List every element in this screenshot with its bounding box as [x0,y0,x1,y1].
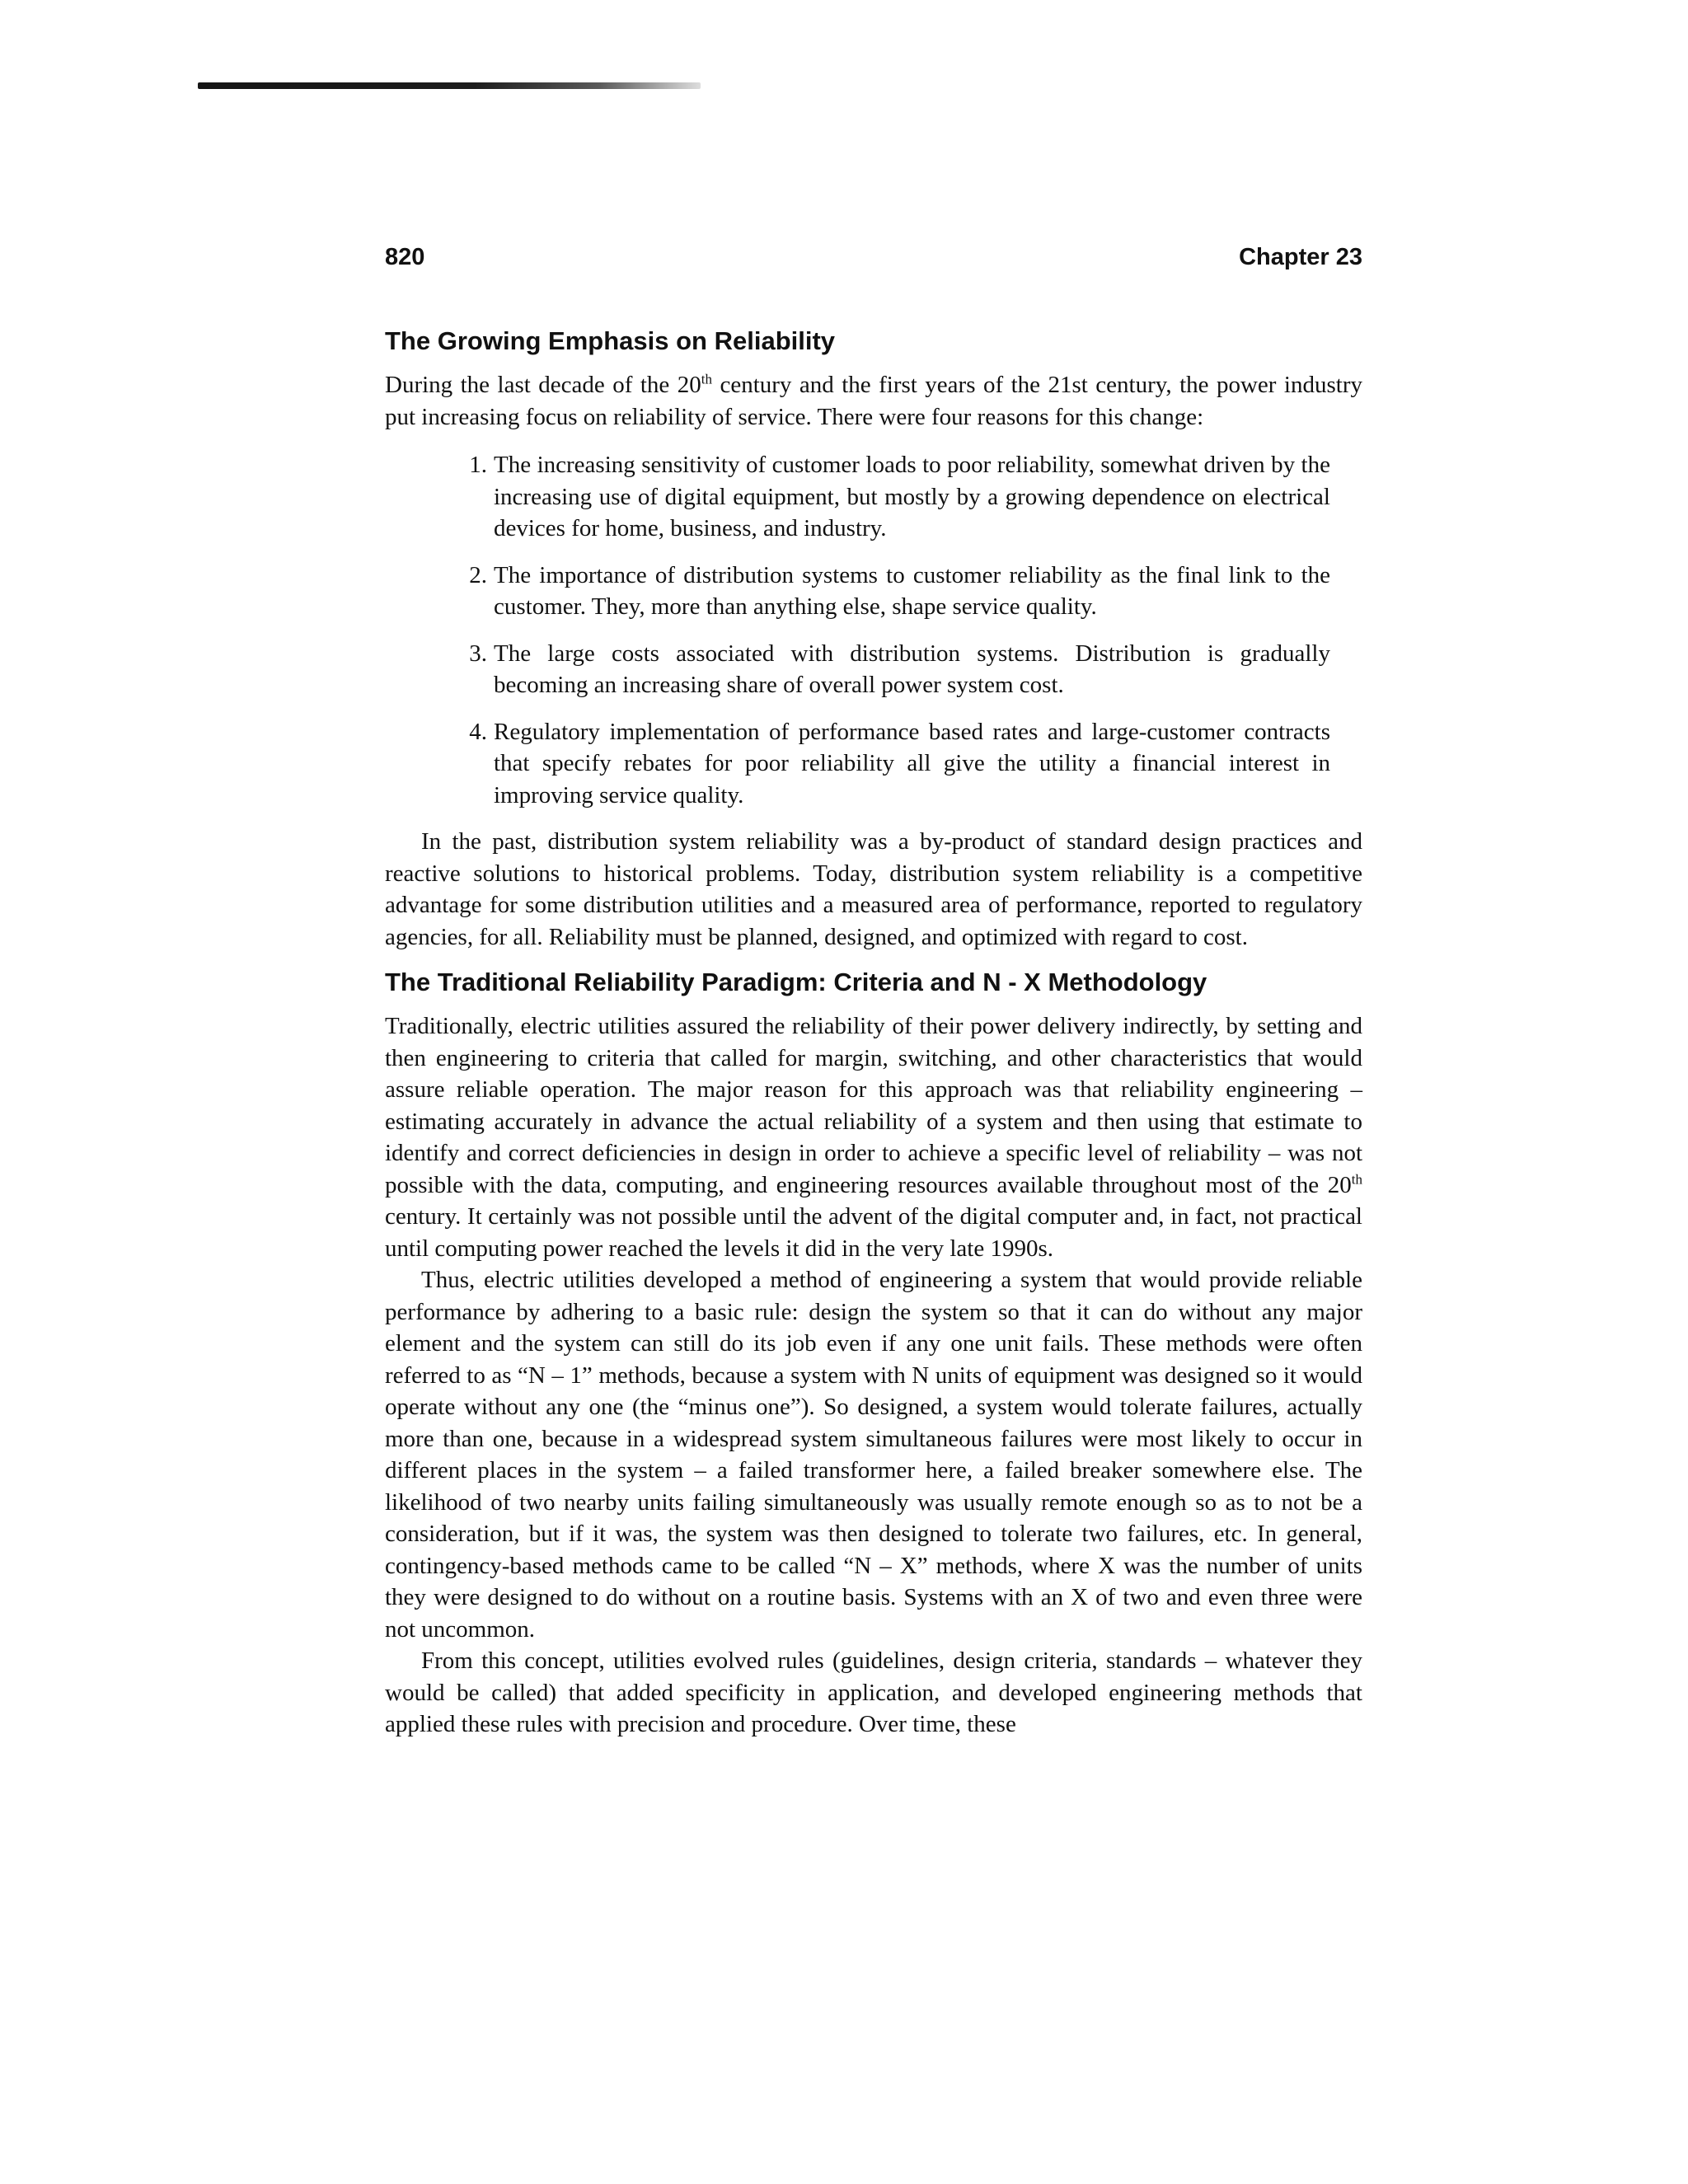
page-body [385,323,1362,1741]
list-item [421,638,1330,701]
list-item-number: 1. [469,452,487,478]
list-item [421,449,1330,545]
section-heading-traditional-paradigm: The Traditional Reliability Paradigm: Criteria and N - X Methodology [385,968,1207,996]
chapter-label: Chapter 23 [1239,244,1362,270]
paragraph-traditionally [385,1010,1362,1264]
paragraph-superscript: th [1351,1170,1362,1187]
list-item [421,716,1330,812]
paragraph-traditionally-start: Traditionally, electric utilities assured the reliability of their power delivery indirectly, by setting and then engineering to criteria that called for margin, switching, and other characteristics that would assure reliable operation. The major reason for this approach was that reliability engineering – estimating accurately in advance the actual reliability of a system and then using that estimate to identify and correct deficiencies in design in order to achieve a specific level of reliability – was not possible with the data, computing, and engineering resources available throughout most of the 20 [385,1013,1362,1198]
paragraph-thus: Thus, electric utilities developed a method of engineering a system that would provide reliable performance by adhering to a basic rule: design the system so that it can do without any major element and the system can still do its job even if any one unit fails. These methods were often referred to as “N – 1” methods, because a system with N units of equipment was designed so it would operate without any one (the “minus one”). So designed, a system would tolerate failures, actually more than one, because in a widespread system simultaneous failures were most likely to occur in different places in the system – a failed transformer here, a failed breaker somewhere else. The likelihood of two nearby units failing simultaneously was usually remote enough so as to not be a consideration, but if it was, the system was then designed to tolerate two failures, etc. In general, contingency-based methods came to be called “N – X” methods, where X was the number of units they were designed to do without on a routine basis. Systems with an X of two and even three were not uncommon. [385,1267,1362,1643]
intro-text-end: century and the first years of the 21st century, the power industry put increasing focus on reliability of service. There were four reasons for this change: [385,372,1362,430]
reasons-list-inner [421,449,1330,811]
reasons-list [385,449,1362,811]
paragraph-traditionally-end: century. It certainly was not possible until the advent of the digital computer and, in fact, not practical until computing power reached the levels it did in the very late 1990s. [385,1203,1362,1262]
list-item [421,560,1330,623]
list-item-number: 4. [469,718,487,745]
list-item-text: The large costs associated with distribution systems. Distribution is gradually becoming an increasing share of overall power system cost. [494,640,1330,698]
intro-superscript: th [701,371,712,387]
intro-text-start: During the last decade of the 20 [385,372,701,398]
list-item-text: Regulatory implementation of performance based rates and large-customer contracts that specify rebates for poor reliability all give the utility a financial interest in improving service quality. [494,718,1330,808]
list-item-text: The increasing sensitivity of customer loads to poor reliability, somewhat driven by the increasing use of digital equipment, but mostly by a growing dependence on electrical devices for home, business, and industry. [494,452,1330,541]
list-item-number: 3. [469,640,487,667]
page-number: 820 [385,244,425,270]
intro-paragraph [385,369,1362,433]
list-item-number: 2. [469,561,487,588]
paragraph-from-this-concept: From this concept, utilities evolved rules (guidelines, design criteria, standards – whatever they would be called) that added specificity in application, and developed engineering methods that applied these rules with precision and procedure. Over time, these [385,1647,1362,1737]
running-head [385,244,1362,280]
scan-edge-rule [198,82,701,89]
closing-paragraph: In the past, distribution system reliability was a by-product of standard design practices and reactive solutions to historical problems. Today, distribution system reliability is a competitive advantage for some distribution utilities and a measured area of performance, reported to regulatory agencies, for all. Reliability must be planned, designed, and optimized with regard to cost. [385,828,1362,950]
list-item-text: The importance of distribution systems to customer reliability as the final link to the customer. They, more than anything else, shape service quality. [494,561,1330,620]
section-heading-growing-emphasis: The Growing Emphasis on Reliability [385,326,836,355]
